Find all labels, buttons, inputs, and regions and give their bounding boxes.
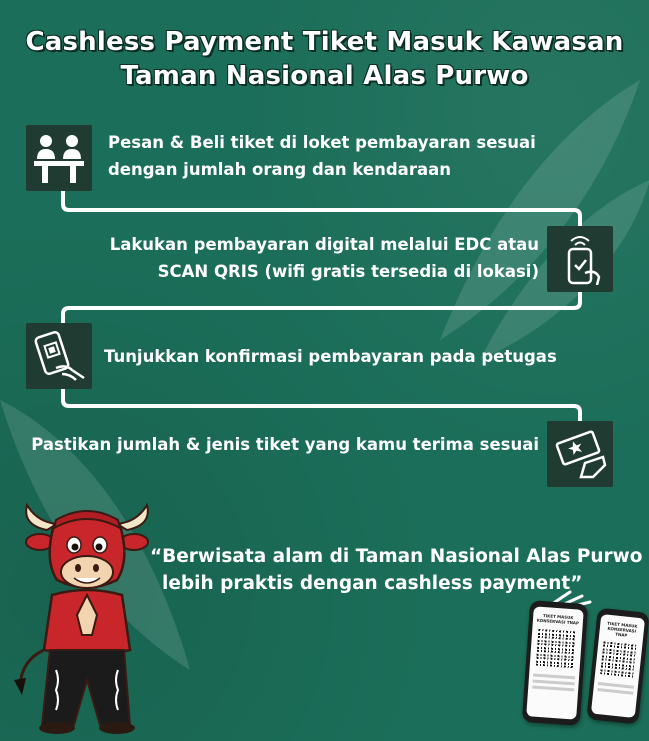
ticket-counter-icon <box>26 125 92 191</box>
step-3-text-line-1: Tunjukkan konfirmasi pembayaran pada petugas <box>104 347 557 366</box>
page-title-line-1: Cashless Payment Tiket Masuk Kawasan <box>25 27 624 57</box>
ticket-header: TIKET MASUK KONSERVASI TNAP <box>606 620 638 638</box>
phone-mockup-right <box>586 608 649 725</box>
banteng-mascot-illustration <box>12 500 162 740</box>
step-1-text-line-2: dengan jumlah orang dan kendaraan <box>108 160 451 179</box>
qr-code-icon <box>536 628 577 669</box>
ticket-header: TIKET MASUK KONSERVASI TNAP <box>536 613 580 626</box>
step-2-text-line-1: Lakukan pembayaran digital melalui EDC atau <box>109 235 539 254</box>
step-4-text-line-1: Pastikan jumlah & jenis tiket yang kamu terima sesuai <box>31 435 539 454</box>
qr-code-icon <box>600 640 637 677</box>
phone-qr-icon <box>26 323 92 389</box>
quote-line-2: lebih praktis dengan cashless payment” <box>162 573 583 594</box>
page-title-line-2: Taman Nasional Alas Purwo <box>120 61 529 91</box>
phone-tap-payment-icon <box>547 226 613 292</box>
phone-mockup-left <box>522 600 588 726</box>
quote-line-1: “Berwisata alam di Taman Nasional Alas Purwo <box>150 546 643 567</box>
step-1-text-line-1: Pesan & Beli tiket di loket pembayaran sesuai <box>108 133 536 152</box>
step-2-text-line-2: SCAN QRIS (wifi gratis tersedia di lokasi) <box>157 262 539 281</box>
hand-ticket-icon <box>547 421 613 487</box>
